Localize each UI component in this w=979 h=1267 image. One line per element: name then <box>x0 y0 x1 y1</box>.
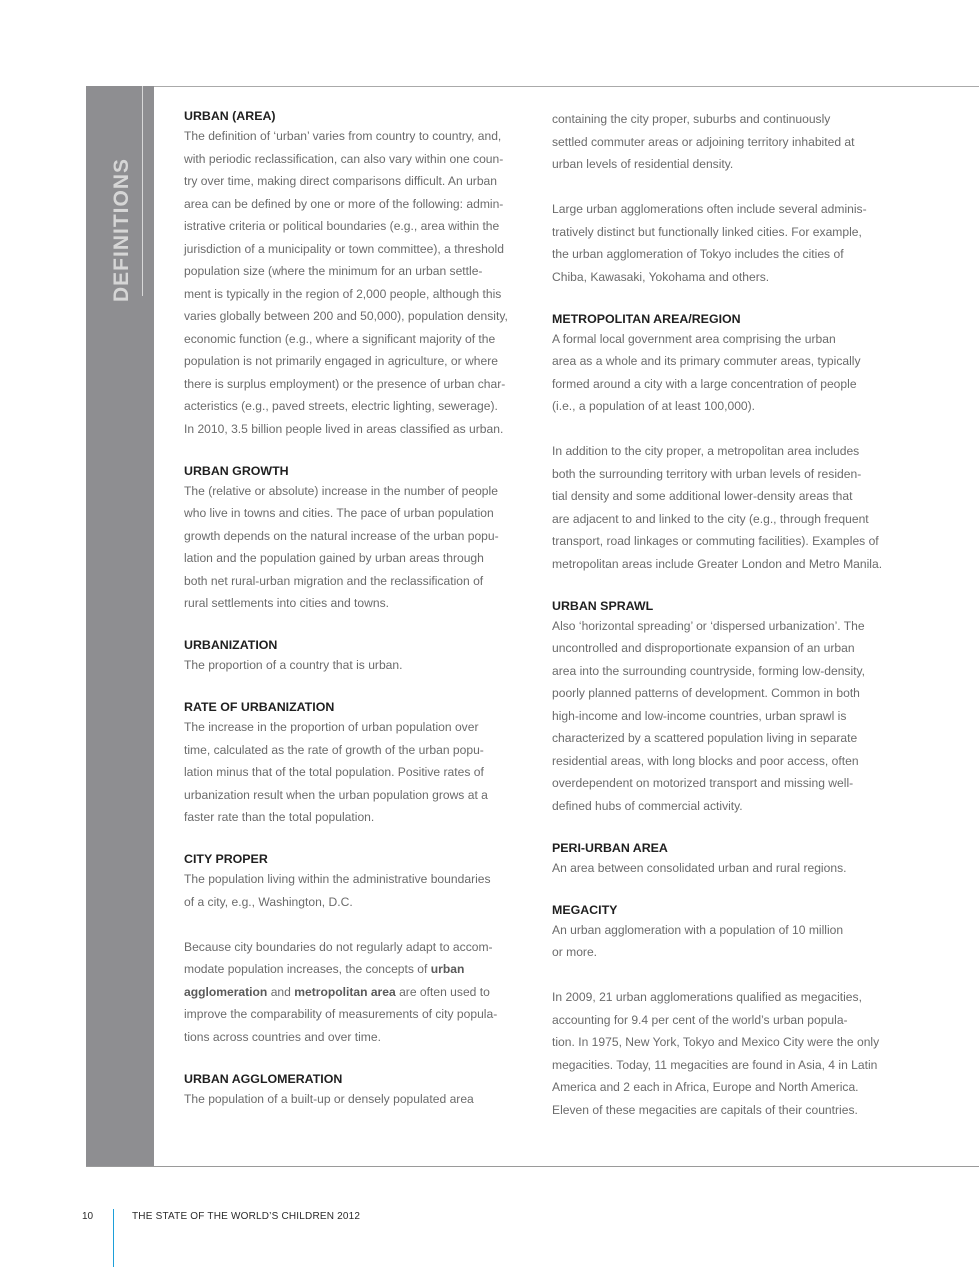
entry-urbanization <box>184 637 529 677</box>
term-heading: URBAN GROWTH <box>184 463 289 478</box>
entry-metropolitan-area <box>552 311 897 576</box>
entry-urban-area <box>184 108 529 440</box>
definition-text-continued: In addition to the city proper, a metropolitan area includes both the surrounding territory with urban levels of residen- tial density and some additional lower-density areas that are adjacent to and linked to the city (e.g., through frequent transport, road linkages or commuting facilities). Examples of metropolitan areas include Greater London and Metro Manila. <box>552 444 883 571</box>
sidebar-divider <box>142 86 143 296</box>
definition-text-continued: Because city boundaries do not regularly adapt to accom- modate population increases, the concepts of urban agglomeration and metropolitan area are often used to improve the comparability of measurements of city popula- tions across countries and over time. <box>184 939 498 1044</box>
entry-urban-agglomeration <box>184 1071 529 1111</box>
bold-term: agglomeration <box>184 984 268 999</box>
footer-divider <box>113 1209 114 1267</box>
term-heading: URBAN (AREA) <box>184 109 276 123</box>
definition-text: An area between consolidated urban and rural regions. <box>552 860 847 875</box>
term-heading: URBAN AGGLOMERATION <box>184 1071 343 1086</box>
definition-text: An urban agglomeration with a population of 10 million or more. <box>552 922 844 959</box>
definition-text: The population living within the administrative boundaries of a city, e.g., Washington, D.C. <box>184 872 491 909</box>
page-number: 10 <box>82 1211 94 1222</box>
definition-text: The definition of ‘urban’ varies from country to country, and, with periodic reclassification, can also vary within one coun- try over time, making direct comparisons difficult. An urban area can be defined by one or more of the following: admin- istrative criteria or political boundaries (e.g., area within the jurisdiction of a municipality or town committee), a threshold population size (where the minimum for an urban settle- ment is typically in the region of 2,000 people, although this varies globally between 200 and 50,000), population density, economic function (e.g., where a significant majority of the population is not primarily engaged in agriculture, or where there is surplus employment) or the presence of urban char- acteristics (e.g., paved streets, electric lighting, sewerage). In 2010, 3.5 billion people lived in areas classified as urban. <box>184 129 508 436</box>
definition-text-continued: In 2009, 21 urban agglomerations qualified as megacities, accounting for 9.4 per cent of the world’s urban popula- tion. In 1975, New York, Tokyo and Mexico City were the only megacities. Today, 11 megacities are found in Asia, 4 in Latin America and 2 each in Africa, Europe and North America. Eleven of these megacities are capitals of their countries. <box>552 990 880 1117</box>
entry-peri-urban-area <box>552 840 897 880</box>
term-heading: URBAN SPRAWL <box>552 598 654 613</box>
definition-text: A formal local government area comprising the urban area as a whole and its primary commuter areas, typically formed around a city with a large concentration of people (i.e., a population of at least 100,000). <box>552 331 861 413</box>
entry-megacity <box>552 902 897 1122</box>
definition-text: The proportion of a country that is urban. <box>184 658 403 672</box>
entry-urban-growth <box>184 463 529 615</box>
left-column <box>184 108 529 1110</box>
right-column <box>552 108 897 1121</box>
bottom-rule <box>86 1166 979 1167</box>
definition-text: The (relative or absolute) increase in the number of people who live in towns and cities. The pace of urban population growth depends on the natural increase of the urban popu- lation and the population gained by urban areas through both net rural-urban migration and the reclassification of rural settlements into cities and towns. <box>184 483 499 610</box>
term-heading: RATE OF URBANIZATION <box>184 700 335 714</box>
publication-title: THE STATE OF THE WORLD’S CHILDREN 2012 <box>132 1211 361 1222</box>
term-heading: PERI-URBAN AREA <box>552 840 668 855</box>
top-rule <box>154 86 979 87</box>
entry-city-proper <box>184 851 529 1048</box>
entry-urban-agglomeration-continued <box>552 108 897 288</box>
definition-text: The population of a built-up or densely populated area <box>184 1091 474 1106</box>
definition-text: The increase in the proportion of urban population over time, calculated as the rate of growth of the urban popu- lation minus that of the total population. Positive rates of urbanization result when the urban population grows at a faster rate than the total population. <box>184 720 488 824</box>
term-heading: MEGACITY <box>552 902 618 917</box>
entry-urban-sprawl <box>552 598 897 818</box>
sidebar-title: DEFINITIONS <box>110 157 133 303</box>
term-heading: URBANIZATION <box>184 638 278 652</box>
bold-term: metropolitan area <box>294 984 396 999</box>
definition-text-continued: Large urban agglomerations often include several adminis- tratively distinct but functionally linked cities. For example, the urban agglomeration of Tokyo includes the cities of Chiba, Kawasaki, Yokohama and others. <box>552 202 867 284</box>
term-heading: CITY PROPER <box>184 852 268 866</box>
definition-text: Also ‘horizontal spreading’ or ‘dispersed urbanization’. The uncontrolled and disproportionate expansion of an urban area into the surrounding countryside, forming low-density, poorly planned patterns of development. Common in both high-income and low-income countries, urban sprawl is characterized by a scattered population living in separate residential areas, with long blocks and poor access, often overdependent on motorized transport and missing well- defined hubs of commercial activity. <box>552 618 866 813</box>
term-heading: METROPOLITAN AREA/REGION <box>552 311 741 326</box>
entry-rate-of-urbanization <box>184 699 529 829</box>
definition-text: containing the city proper, suburbs and continuously settled commuter areas or adjoining territory inhabited at urban levels of residential density. <box>552 112 855 171</box>
bold-term: urban <box>430 962 465 976</box>
